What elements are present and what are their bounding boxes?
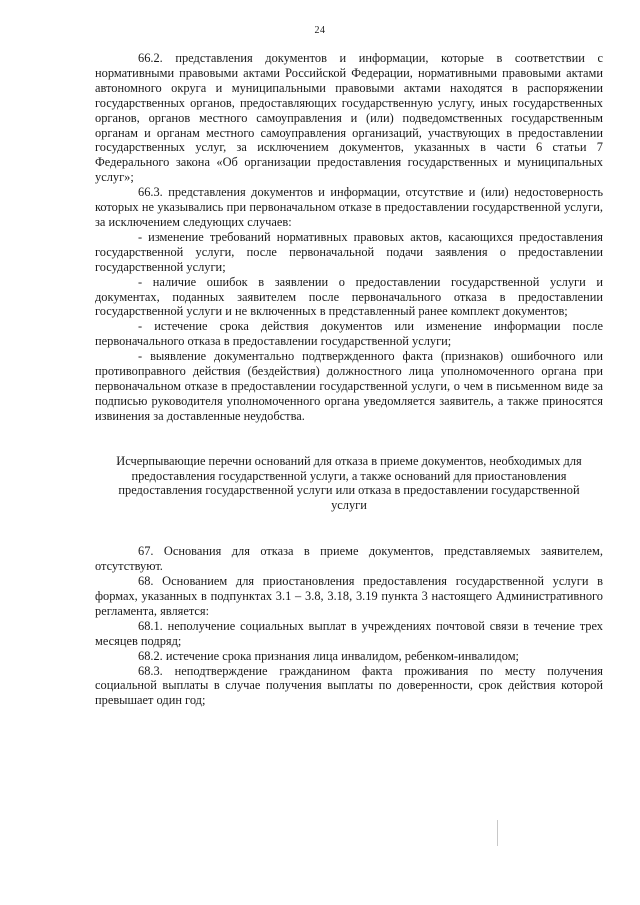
paragraph-66-3: 66.3. представления документов и информации, отсутствие и (или) недостоверность которых не указывались при первоначальном отказе в предоставлении государственной услуги, за исключением следующих случаев: — [95, 185, 603, 229]
page-number: 24 — [314, 25, 326, 36]
list-item-requirements-change: - изменение требований нормативных правовых актов, касающихся предоставления государственной услуги, после первоначальной подачи заявления о предоставлении государственной услуги; — [95, 229, 603, 274]
document-body — [95, 51, 603, 708]
section-heading: Исчерпывающие перечни оснований для отказа в приеме документов, необходимых для предоставления государственной услуги, а также оснований для приостановления предоставления государственной услуги или отказа в предоставлении государственной услуги — [116, 453, 582, 513]
list-item-documents-expiry: - истечение срока действия документов или изменение информации после первоначального отказа в предоставлении государственной услуги; — [95, 319, 603, 349]
paragraph-67: 67. Основания для отказа в приеме документов, представляемых заявителем, отсутствуют. — [95, 544, 603, 574]
list-item-official-error: - выявление документально подтвержденного факта (признаков) ошибочного или противоправного действия (бездействия) должностного лица уполномоченного органа при первоначальном отказе в предоставлении государственной услуги, о чем в письменном виде за подписью руководителя уполномоченного органа уведомляется заявитель, а также приносятся извинения за доставленные неудобства. — [95, 349, 603, 423]
paragraph-68-1: 68.1. неполучение социальных выплат в учреждениях почтовой связи в течение трех месяцев подряд; — [95, 618, 603, 648]
section-body — [95, 544, 603, 708]
paragraph-68-3: 68.3. неподтверждение гражданином факта проживания по месту получения социальной выплаты в случае получения выплаты по доверенности, срок действия которой превышает один год; — [95, 663, 603, 708]
paragraph-68-2: 68.2. истечение срока признания лица инвалидом, ребенком-инвалидом; — [138, 648, 519, 663]
paragraph-66-2: 66.2. представления документов и информации, которые в соответствии с нормативными правовыми актами Российской Федерации, нормативными правовыми актами автономного округа и муниципальными правовыми актами находятся в распоряжении государственных органов, предоставляющих государственную услугу, иных государственных органов, органов местного самоуправления и (или) подведомственных государственным органам и органам местного самоуправления организаций, участвующих в предоставлении государственных услуг, за исключением документов, указанных в части 6 статьи 7 Федерального закона «Об организации предоставления государственных и муниципальных услуг»; — [95, 51, 603, 185]
paragraph-68: 68. Основанием для приостановления предоставления государственной услуги в формах, указанных в подпунктах 3.1 – 3.8, 3.18, 3.19 пункта 3 настоящего Административного регламента, является: — [95, 574, 603, 618]
scan-artifact-line — [497, 820, 498, 846]
list-item-errors-in-application: - наличие ошибок в заявлении о предоставлении государственной услуги и документах, поданных заявителем после первоначального отказа в предоставлении государственной услуги и не включенных в представленный ранее комплект документов; — [95, 274, 603, 319]
